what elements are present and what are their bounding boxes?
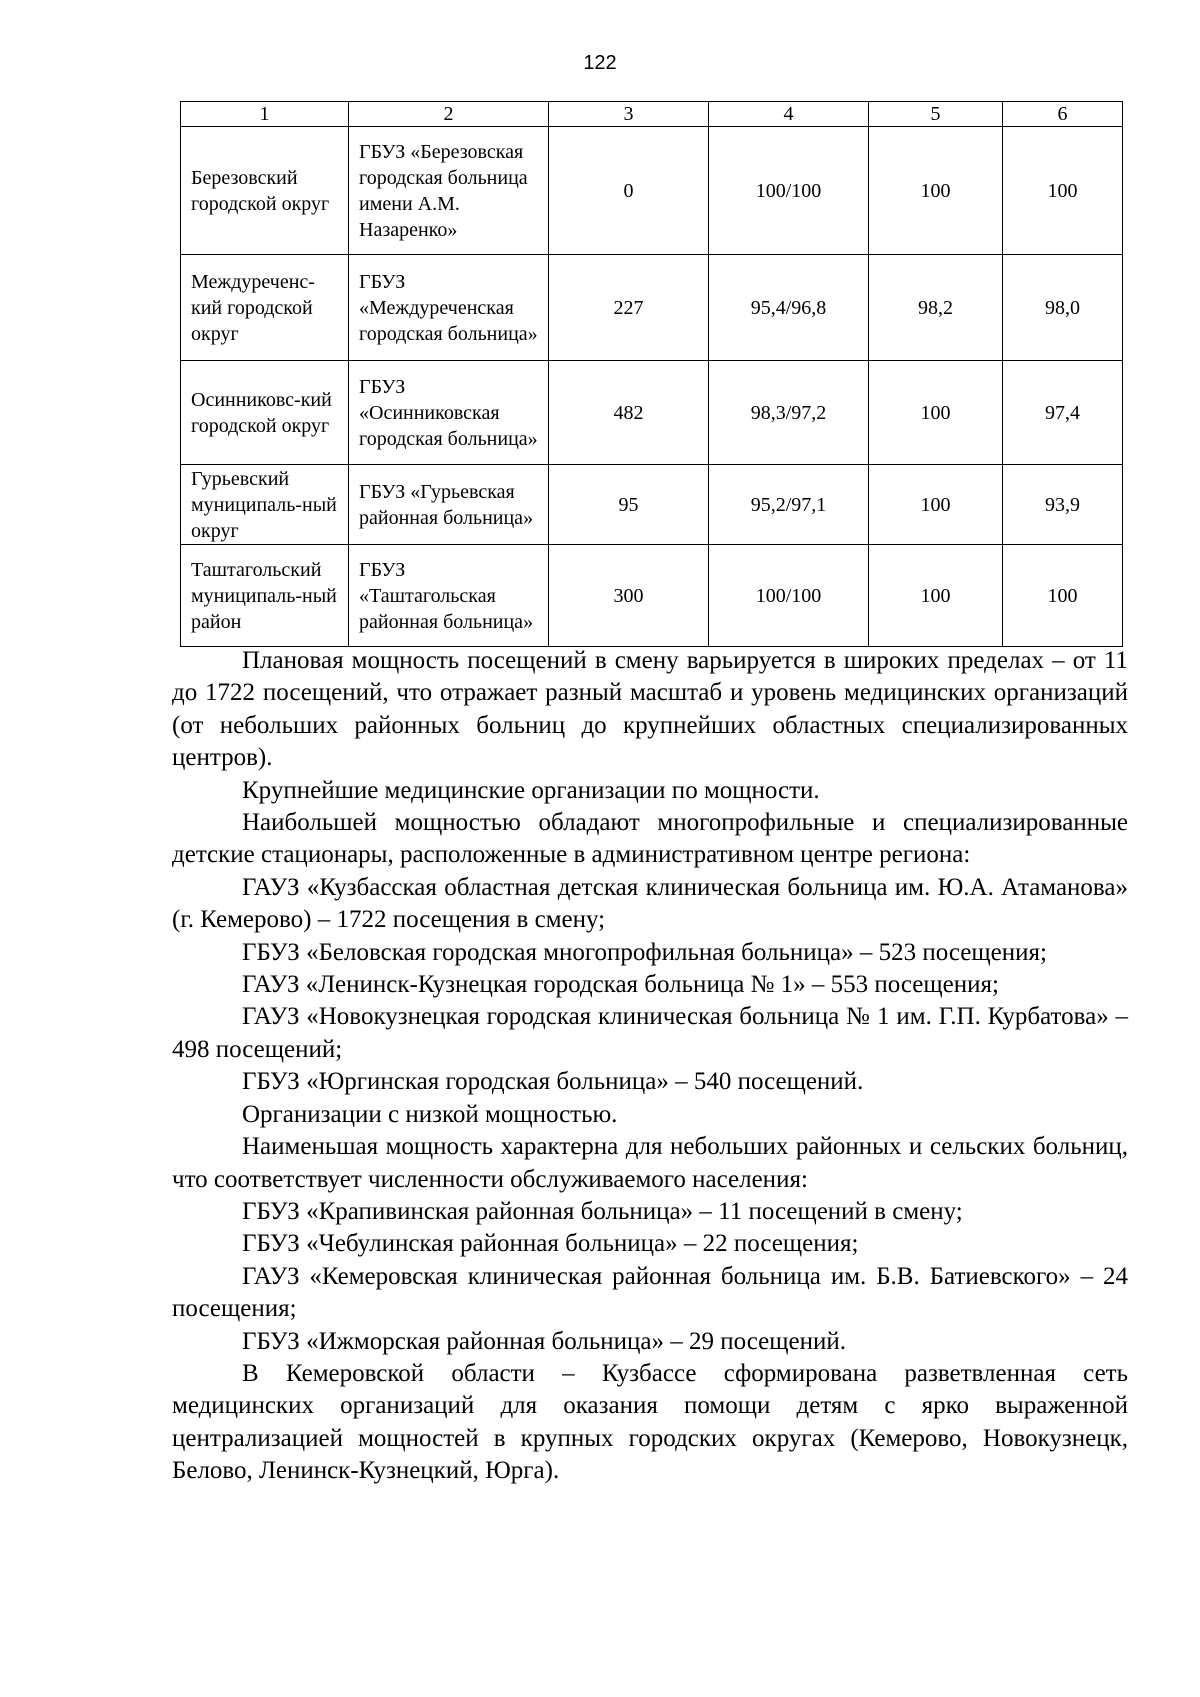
value-cell: 98,0 <box>1003 255 1123 361</box>
table-row <box>181 465 1123 545</box>
paragraph: ГБУЗ «Юргинская городская больница» – 540 посещений. <box>242 1068 864 1096</box>
organization-cell: ГБУЗ «Таштагольская районная больница» <box>349 545 549 647</box>
territory-cell: Березовский городской округ <box>181 127 349 255</box>
column-header: 6 <box>1003 102 1123 127</box>
table-row <box>181 255 1123 361</box>
paragraph: ГБУЗ «Крапивинская районная больница» – 11 посещений в смену; <box>242 1197 963 1225</box>
page-number: 122 <box>583 52 617 74</box>
value-cell: 482 <box>549 361 709 465</box>
paragraph: ГАУЗ «Кузбасская областная детская клиническая больница им. Ю.А. Атаманова» (г. Кемерово) – 1722 посещения в смену; <box>172 873 1128 934</box>
table-row <box>181 127 1123 255</box>
paragraph: ГАУЗ «Новокузнецкая городская клиническая больница № 1 им. Г.П. Курбатова» – 498 посещений; <box>172 1003 1128 1063</box>
territory-cell: Междуреченс-кий городской округ <box>181 255 349 361</box>
column-header: 2 <box>349 102 549 127</box>
value-cell: 227 <box>549 255 709 361</box>
paragraph: ГБУЗ «Ижморская районная больница» – 29 посещений. <box>242 1327 846 1355</box>
value-cell: 98,2 <box>869 255 1003 361</box>
value-cell: 100/100 <box>709 127 869 255</box>
value-cell: 100/100 <box>709 545 869 647</box>
capacity-table <box>180 101 1123 647</box>
organization-cell: ГБУЗ «Междуреченская городская больница» <box>349 255 549 361</box>
organization-cell: ГБУЗ «Гурьевская районная больница» <box>349 465 549 545</box>
value-cell: 100 <box>869 361 1003 465</box>
value-cell: 100 <box>1003 545 1123 647</box>
value-cell: 93,9 <box>1003 465 1123 545</box>
body-text <box>172 645 1128 1488</box>
paragraph: Крупнейшие медицинские организации по мощности. <box>242 776 820 804</box>
table-row <box>181 361 1123 465</box>
value-cell: 97,4 <box>1003 361 1123 465</box>
paragraph: В Кемеровской области – Кузбассе сформирована разветвленная сеть медицинских организаций для оказания помощи детям с ярко выраженной централизацией мощностей в крупных городских округах (Кемерово, Новокузнецк, Белово, Ленинск-Кузнецкий, Юрга). <box>172 1359 1128 1485</box>
paragraph: Наименьшая мощность характерна для небольших районных и сельских больниц, что соответствует численности обслуживаемого населения: <box>172 1133 1128 1193</box>
paragraph: Организации с низкой мощностью. <box>242 1100 618 1128</box>
value-cell: 100 <box>1003 127 1123 255</box>
column-header: 3 <box>549 102 709 127</box>
value-cell: 300 <box>549 545 709 647</box>
territory-cell: Осинниковс-кий городской округ <box>181 361 349 465</box>
value-cell: 98,3/97,2 <box>709 361 869 465</box>
table-header-row <box>181 102 1123 127</box>
value-cell: 0 <box>549 127 709 255</box>
value-cell: 95 <box>549 465 709 545</box>
organization-cell: ГБУЗ «Осинниковская городская больница» <box>349 361 549 465</box>
paragraph: ГБУЗ «Чебулинская районная больница» – 22 посещения; <box>242 1230 859 1258</box>
paragraph: ГАУЗ «Кемеровская клиническая районная больница им. Б.В. Батиевского» – 24 посещения; <box>172 1262 1128 1323</box>
value-cell: 95,4/96,8 <box>709 255 869 361</box>
paragraph: ГБУЗ «Беловская городская многопрофильная больница» – 523 посещения; <box>242 938 1047 966</box>
table-row <box>181 545 1123 647</box>
column-header: 4 <box>709 102 869 127</box>
column-header: 1 <box>181 102 349 127</box>
paragraph: Наибольшей мощностью обладают многопрофильные и специализированные детские стационары, расположенные в административном центре региона: <box>172 809 1128 869</box>
territory-cell: Гурьевский муниципаль-ный округ <box>181 465 349 545</box>
organization-cell: ГБУЗ «Березовская городская больница имени А.М. Назаренко» <box>349 127 549 255</box>
value-cell: 100 <box>869 545 1003 647</box>
paragraph: ГАУЗ «Ленинск-Кузнецкая городская больница № 1» – 553 посещения; <box>242 971 999 999</box>
column-header: 5 <box>869 102 1003 127</box>
value-cell: 100 <box>869 127 1003 255</box>
paragraph: Плановая мощность посещений в смену варьируется в широких пределах – от 11 до 1722 посещений, что отражает разный масштаб и уровень медицинских организаций (от небольших районных больниц до крупнейших областных специализированных центров). <box>172 647 1128 772</box>
territory-cell: Таштагольский муниципаль-ный район <box>181 545 349 647</box>
value-cell: 100 <box>869 465 1003 545</box>
value-cell: 95,2/97,1 <box>709 465 869 545</box>
